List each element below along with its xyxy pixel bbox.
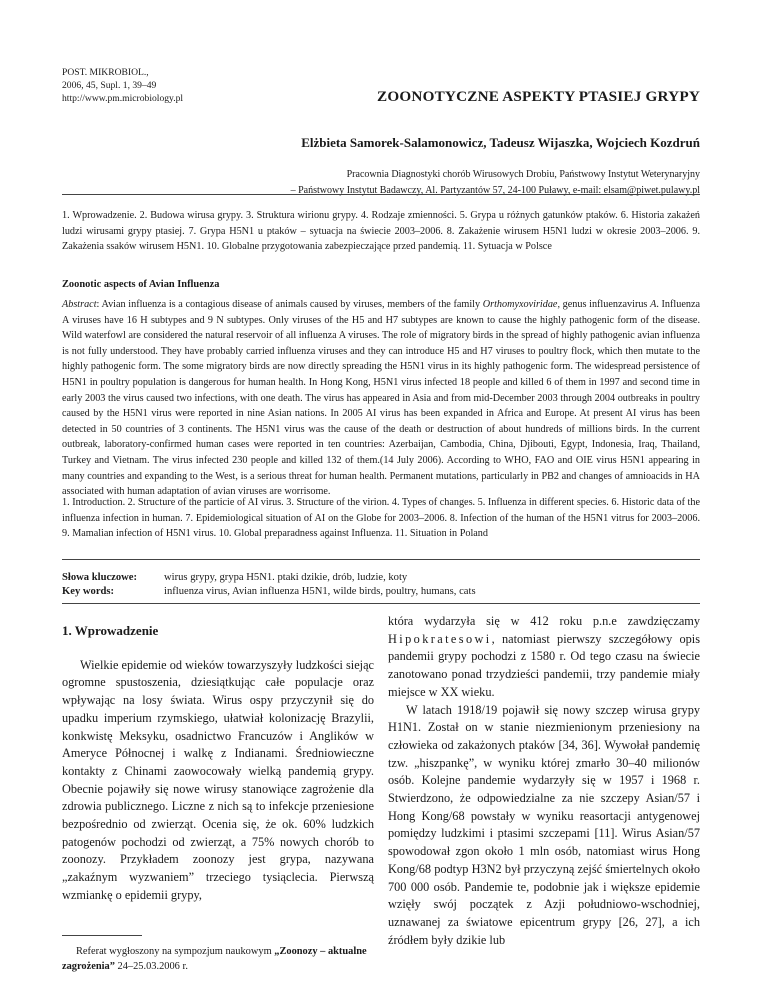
- footnote-symposium: „Zoonozy – aktualne zagrożenia”: [62, 945, 367, 972]
- abstract-text-2: genus influenzavirus: [560, 299, 651, 310]
- journal-info: [62, 66, 183, 105]
- keywords-divider-top: [62, 559, 700, 560]
- keywords-english-label: Key words:: [62, 586, 115, 597]
- footnote-divider: [62, 935, 142, 936]
- keywords-polish: [62, 571, 700, 585]
- journal-name: POST. MIKROBIOL.,: [62, 67, 149, 78]
- abstract-text-3: . Influenza A viruses have 16 H subtypes and 9 N subtypes. Only viruses of the H5 and H7 subtypes are known to cause the highly pathogenic form of the disease. Wild waterfowl are considered the natural reservoir of all influenza A viruses. The role of migratory birds in the spread of highly pathogenic avian influenza is not fully understood. They have probably carried influenza viruses and they can introduce H5 and H7 viruses to poultry flock, which then mutate to the highly pathogenic form. The some migratory birds are now directly spreading the H5N1 virus in its highly pathogenic form. The widespread persistence of H5N1 in poultry population is dangerous for human health. In Hong Kong, H5N1 virus infected 18 people and killed 6 of them in 1997 and second time in early 2003 the virus caused two infections, with one death. The virus has appeared in Asia and from mid-December 2003 through 2004 outbreaks in poultry caused by the H5N1 virus were reported in nine Asian nations. In 2005 AI virus has been expanded in Africa and Europe. At present AI virus has been detected in 50 countries of 3 continents. The H5N1 virus was the cause of the death or destruction of about hundreds of millions birds. In the current outbreak, laboratory-confirmed human cases were reported in ten countries: Azerbaijan, Cambodia, China, Djibouti, Egypt, Indonesia, Iraq, Thailand, Turkey and Vietnam. The virus infected 230 people and killed 132 of them.(14 July 2006). According to WHO, FAO and OIE virus H5N1 appearing in many countries and expanding to the West, is a serious threat for human health. Permanent mutations, particularly in PB2 and changes of amnioacids in HA associated with human adaptation of avian viruses are worrisome.: [62, 299, 700, 498]
- footnote-date: 24–25.03.2006 r.: [114, 960, 188, 972]
- right-column: [388, 613, 700, 949]
- abstract: [62, 297, 700, 500]
- contents-english: 1. Introduction. 2. Structure of the particie of AI virus. 3. Structure of the virion. 4. Types of changes. 5. Influenza in different species. 6. Historic data of the influenza infection in human. 7. Epidemiological situation of AI on the Globe for 2003–2006. 8. Infection of the human of the H5N1 vitrus for 2003–2006. 9. Mamalian infection of H5N1 virus. 10. Global preparadness against Influenza. 11. Situation in Poland: [62, 497, 700, 540]
- abstract-label: Abstract: [62, 299, 97, 310]
- contents-polish: 1. Wprowadzenie. 2. Budowa wirusa grypy. 3. Struktura wirionu grypy. 4. Rodzaje zmienności. 5. Grypa u różnych gatunków ptaków. 6. Historia zakażeń ludzi wirusami grypy ptasiej. 7. Grypa H5N1 u ptaków – sytuacja na świecie 2003–2006. 8. Zakażenie wirusem H5N1 ludzi w okresie 2003–2006. 9. Zakażenia ssaków wirusem H5N1. 10. Globalne przygotowania zabezpieczające przed pandemią. 11. Sytuacja w Polsce: [62, 210, 700, 253]
- footnote: [62, 944, 374, 974]
- left-column: [62, 619, 374, 974]
- body-paragraph-right-1: [388, 613, 700, 702]
- affiliation-line-2: – Państwowy Instytut Badawczy, Al. Partyzantów 57, 24-100 Puławy, e-mail: elsam@piwet.pulawy.pl: [290, 185, 700, 196]
- keywords-polish-value: wirus grypy, grypa H5N1. ptaki dzikie, drób, ludzie, koty: [164, 572, 408, 583]
- english-title: Zoonotic aspects of Avian Influenza: [62, 279, 220, 290]
- keywords-english-value: influenza virus, Avian influenza H5N1, wilde birds, poultry, humans, cats: [164, 586, 476, 597]
- journal-url[interactable]: http://www.pm.microbiology.pl: [62, 93, 184, 104]
- section-heading: 1. Wprowadzenie: [62, 623, 159, 638]
- affiliation-line-1: Pracownia Diagnostyki chorób Wirusowych Drobiu, Państwowy Instytut Weterynaryjny: [346, 169, 700, 180]
- body-text: , natomiast pierwszy szczegółowy opis pandemii grypy pochodzi z 1580 r. Od tego czasu na świecie zanotowano ponad trzydzieści pandemii, trzy pandemie miały miejsce w XX wieku.: [388, 631, 700, 699]
- keywords-divider-bottom: [62, 603, 700, 604]
- authors: Elżbieta Samorek-Salamonowicz, Tadeusz Wijaszka, Wojciech Kozdruń: [301, 135, 700, 150]
- header-divider: [62, 194, 700, 195]
- abstract-family: Orthomyxoviridae,: [482, 299, 561, 310]
- abstract-genus: A: [650, 299, 657, 310]
- body-paragraph-left: Wielkie epidemie od wieków towarzyszyły ludzkości siejąc ogromne spustoszenia, dziesiątkując całe populacje oraz wpływając na losy świata. Wirus ospy przyczynił się do upadku imperium rzymskiego, ułatwiał kolonizację Brazylii, konkwistę Meksyku, osadnictwo Francuzów i Anglików w Ameryce Północnej i walkę z Indianami. Średniowieczne kontakty z Chinami zaowocowały wielką pandemią grypy. Obecnie pojawiły się nowe wirusy stanowiące zagrożenie dla zdrowia publicznego. Liczne z nich są to infekcje przeniesione bezpośrednio od zwierząt. Ocenia się, że ok. 60% ludzkich patogenów pochodzi od zwierząt, a 75% nowych chorób to zoonozy. Przykładem zoonozy jest grypa, nazywana „zakaźnym wyzwaniem” trzeciego tysiąclecia. Pierwszą wzmiankę o epidemii grypy,: [62, 657, 374, 902]
- journal-volume: 2006, 45, Supl. 1, 39–49: [62, 80, 157, 91]
- keywords-polish-label: Słowa kluczowe:: [62, 572, 138, 583]
- keywords-block: [62, 571, 700, 599]
- body-paragraph-right-2: W latach 1918/19 pojawił się nowy szczep wirusa grypy H1N1. Został on w stanie niezmienionym przeniesiony na człowieka od zakażonych ptaków [34, 36]. Wywołał pandemię tzw. „hiszpankę”, w wyniku której zmarło 30–40 milionów osób. Kolejne pandemie wydarzyły się w 1957 i 1968 r. Stwierdzono, że odpowiedzialne za nie szczepy Asian/57 i Hong Kong/68 powstały w wyniku reasortacji antygenowej pomiędzy ludzkimi i ptasimi szczepami [11]. Wirus Asian/57 spowodował zgon około 1 mln osób, natomiast wirus Hong Kong/68 podtyp H3N2 był przyczyną zejść śmiertelnych około 700 000 osób. Pandemie te, podobnie jak i większe epidemie wzięły swój początek z Azji południowo-wschodniej, uznawanej za światowe epicentrum grypy [26, 27], a ich źródłem były dzikie lub: [388, 702, 700, 947]
- abstract-text-1: : Avian influenza is a contagious disease of animals caused by viruses, members of the family: [96, 299, 483, 310]
- author-name-spaced: Hipokratesowi: [388, 631, 492, 646]
- body-text: która wydarzyła się w 412 roku p.n.e zawdzięczamy: [388, 614, 700, 628]
- footnote-text: Referat wygłoszony na sympozjum naukowym: [76, 945, 275, 957]
- keywords-english: [62, 585, 700, 599]
- paper-title: ZOONOTYCZNE ASPEKTY PTASIEJ GRYPY: [377, 88, 700, 105]
